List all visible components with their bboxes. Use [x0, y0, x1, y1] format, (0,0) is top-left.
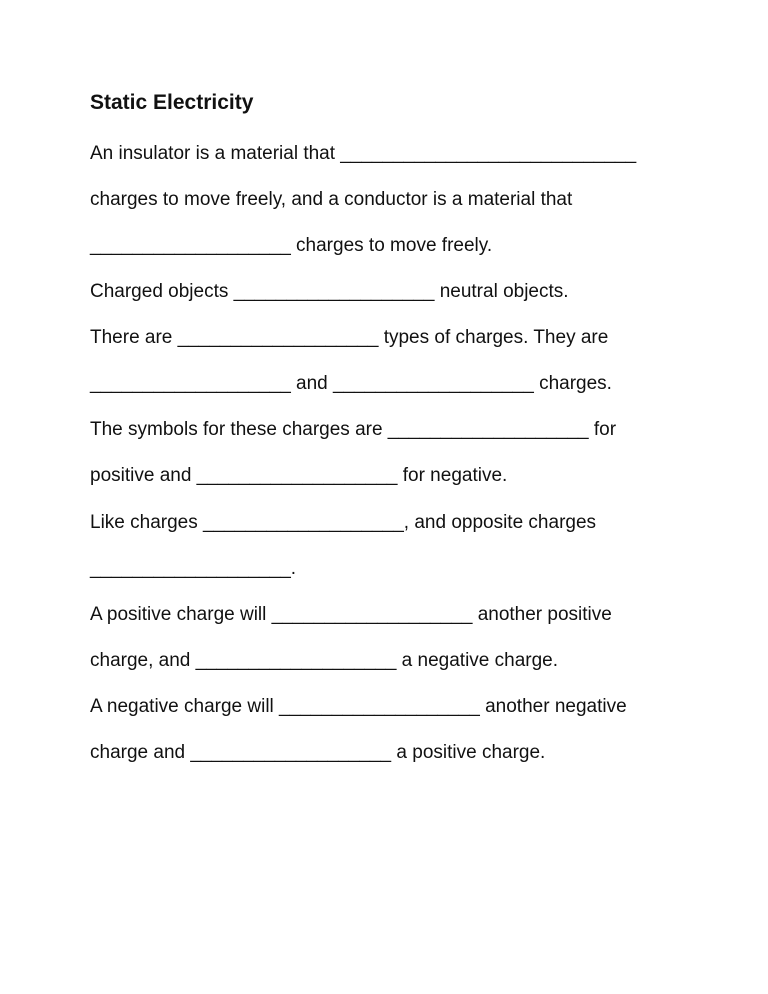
worksheet-line: Like charges ___________________, and opposite charges	[90, 512, 597, 533]
worksheet-line: ___________________ charges to move freely.	[90, 235, 493, 256]
worksheet-line: A positive charge will ___________________ another positive	[90, 604, 612, 625]
worksheet-line: A negative charge will ___________________ another negative	[90, 696, 627, 717]
worksheet-line: ___________________.	[90, 558, 297, 579]
worksheet-line: The symbols for these charges are ___________________ for	[90, 419, 617, 440]
worksheet-line: An insulator is a material that ____________________________	[90, 143, 637, 164]
worksheet-line: charge and ___________________ a positive charge.	[90, 742, 546, 763]
worksheet-line: charges to move freely, and a conductor is a material that	[90, 189, 573, 210]
worksheet-line: Charged objects ___________________ neutral objects.	[90, 281, 569, 302]
worksheet-line: There are ___________________ types of charges. They are	[90, 327, 609, 348]
worksheet-line: charge, and ___________________ a negative charge.	[90, 650, 559, 671]
page-title: Static Electricity	[90, 91, 254, 114]
worksheet-line: ___________________ and ___________________ charges.	[90, 373, 612, 394]
worksheet-line: positive and ___________________ for negative.	[90, 465, 508, 486]
